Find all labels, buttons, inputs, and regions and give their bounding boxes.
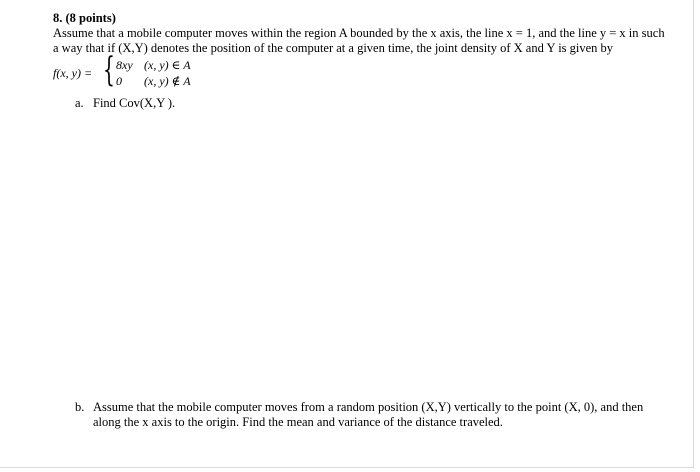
problem-intro: Assume that a mobile computer moves within the region A bounded by the x axis, the line x = 1, and the line y = x in such a way that if (X,Y) denotes the position of the computer at a given time, the joint density of X and Y is given by <box>53 26 665 55</box>
formula-case-2 <box>116 74 191 89</box>
formula-brace: { <box>103 50 115 90</box>
formula-lhs: f(x, y) = <box>53 66 93 80</box>
part-b-text: Assume that the mobile computer moves from a random position (X,Y) vertically to the point (X, 0), and then along the x axis to the origin. Find the mean and variance of the distance traveled. <box>93 400 644 429</box>
case-2-condition: (x, y) ∉ A <box>144 74 191 88</box>
case-2-value: 0 <box>116 74 122 88</box>
problem-heading: 8. (8 points) <box>53 11 116 25</box>
part-a <box>75 96 175 111</box>
case-1-value: 8xy <box>116 58 133 72</box>
part-a-text: Find Cov(X,Y ). <box>93 96 176 110</box>
part-b <box>75 400 655 429</box>
part-a-marker: a. <box>75 96 84 110</box>
case-1-condition: (x, y) ∈ A <box>144 58 191 72</box>
part-b-marker: b. <box>75 400 85 414</box>
formula-case-1 <box>116 58 191 73</box>
